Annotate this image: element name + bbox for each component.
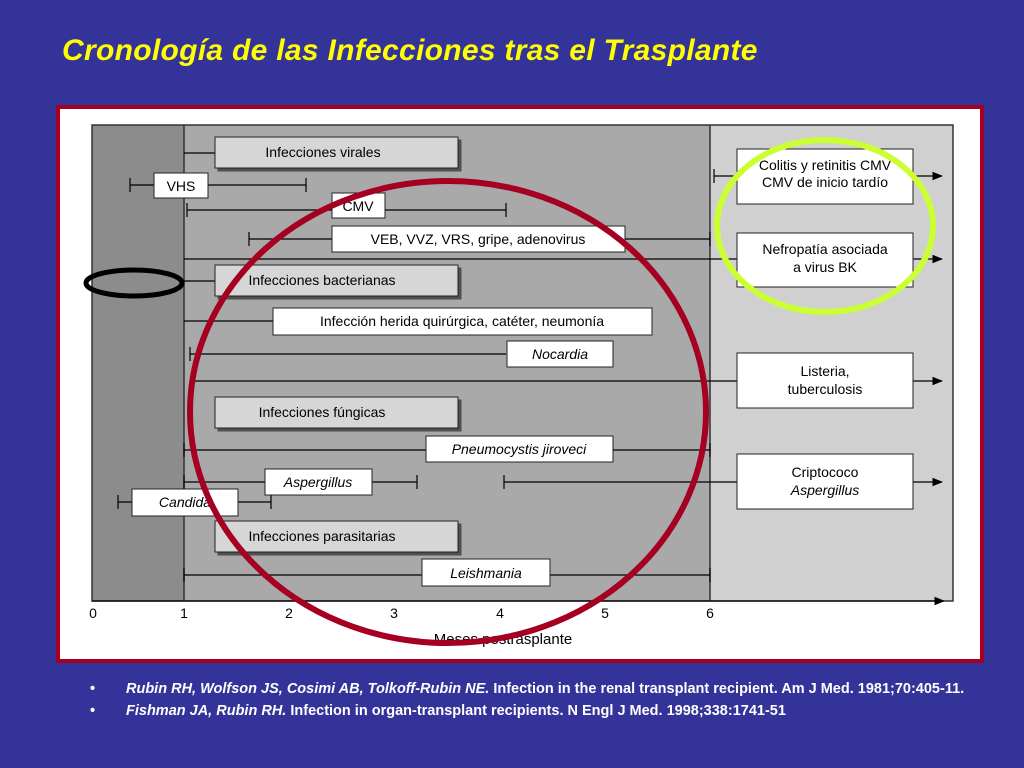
aspergillus-label: Aspergillus [283, 474, 353, 490]
cripto-label-1: Criptococo [791, 464, 859, 480]
veb-label: VEB, VVZ, VRS, gripe, adenovirus [370, 231, 586, 247]
bacterial-header-label: Infecciones bacterianas [248, 272, 396, 288]
tick-label-3: 3 [390, 605, 398, 621]
reference-authors: Rubin RH, Wolfson JS, Cosimi AB, Tolkoff-Rubin NE. [126, 681, 490, 697]
fungal-header-label: Infecciones fúngicas [258, 404, 386, 420]
tick-label-6: 6 [706, 605, 714, 621]
tick-label-5: 5 [601, 605, 609, 621]
bullet: • [90, 703, 96, 719]
references [90, 680, 1000, 724]
vhs-label: VHS [166, 178, 196, 194]
leishmania-label: Leishmania [450, 565, 522, 581]
listeria-label-1: Listeria, [800, 363, 850, 379]
bk-label-1: Nefropatía asociada [762, 241, 888, 257]
bullet: • [90, 681, 96, 697]
cmv-label: CMV [342, 198, 374, 214]
tick-label-1: 1 [180, 605, 188, 621]
listeria-label-2: tuberculosis [787, 381, 863, 397]
viral-header-label: Infecciones virales [265, 144, 381, 160]
tick-label-0: 0 [89, 605, 97, 621]
surgical-label: Infección herida quirúrgica, catéter, neumonía [319, 313, 605, 329]
reference-authors: Fishman JA, Rubin RH. [126, 703, 287, 719]
colitis-label-2: CMV de inicio tardío [761, 174, 889, 190]
cripto-label-2: Aspergillus [790, 482, 860, 498]
bk-label-2: a virus BK [793, 259, 857, 275]
pneumocystis-label: Pneumocystis jiroveci [451, 441, 587, 457]
reference-item [90, 680, 1000, 698]
axis-label: Meses postrasplante [433, 631, 573, 648]
nocardia-label: Nocardia [531, 346, 589, 362]
reference-text: Infection in organ-transplant recipients. N Engl J Med. 1998;338:1741-51 [286, 703, 786, 719]
timeline-diagram [60, 109, 980, 659]
slide-title: Cronología de las Infecciones tras el Trasplante [62, 34, 758, 67]
colitis-label-1: Colitis y retinitis CMV [758, 157, 892, 173]
reference-item [90, 702, 1000, 720]
tick-label-4: 4 [496, 605, 504, 621]
candida-label: Candida [158, 494, 212, 510]
tick-label-2: 2 [285, 605, 293, 621]
parasitic-header-label: Infecciones parasitarias [248, 528, 396, 544]
reference-text: Infection in the renal transplant recipient. Am J Med. 1981;70:405-11. [489, 681, 965, 697]
